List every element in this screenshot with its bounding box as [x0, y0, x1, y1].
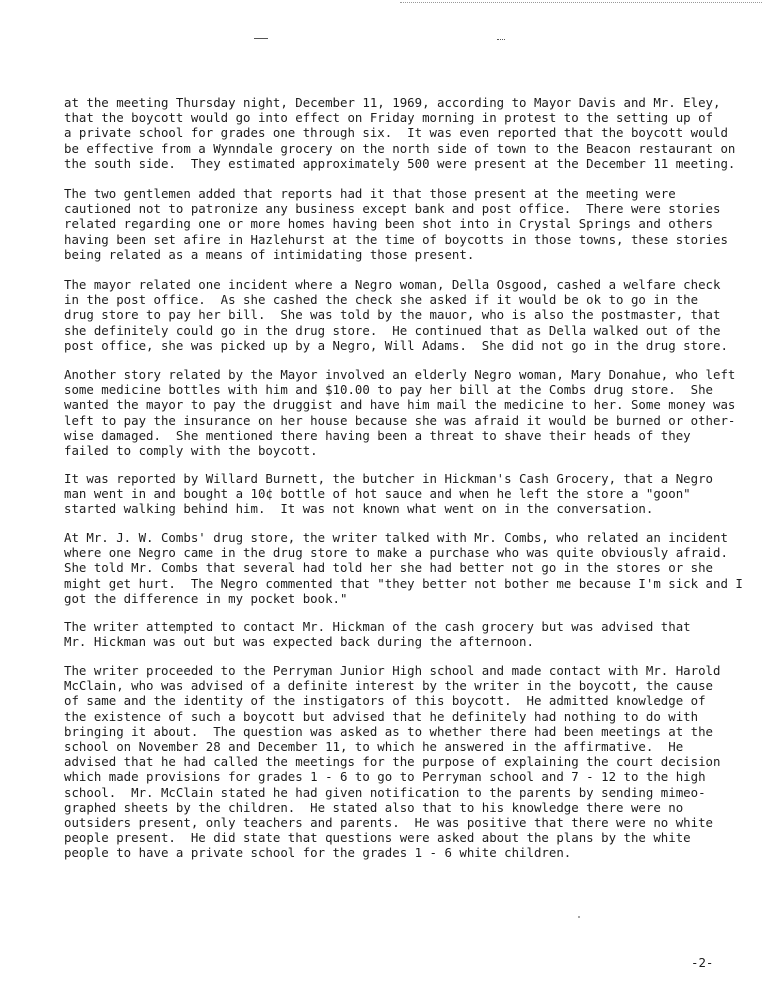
- stray-mark: [254, 38, 268, 39]
- paragraph-intimidation-stories: The two gentlemen added that reports had it that those present at the meeting were cautioned not to patronize any business except bank and post office. There were stories related regarding one or more homes having been shot into in Crystal Springs and others having been set afire in Hazlehurst at the time of boycotts in those towns, these stories being related as a means of intimidating those present.: [64, 186, 728, 262]
- paragraph-mary-donahue-story: Another story related by the Mayor involved an elderly Negro woman, Mary Donahue, who left some medicine bottles with him and $10.00 to pay her bill at the Combs drug store. She wanted the mayor to pay the druggist and have him mail the medicine to her. Some money was left to pay the insurance on her house because she was afraid it would be burned or other- wise damaged. She mentioned there having been a threat to shave their heads of they failed to comply with the boycott.: [64, 367, 736, 459]
- paragraph-combs-drug-store: At Mr. J. W. Combs' drug store, the writer talked with Mr. Combs, who related an incident where one Negro came in the drug store to make a purchase who was quite obviously afraid. She told Mr. Combs that several had told her she had better not go in the stores or she might get hurt. The Negro commented that "they better not bother me because I'm sick and I got the difference in my pocket book.": [64, 530, 743, 606]
- paragraph-mcclain-interview: The writer proceeded to the Perryman Junior High school and made contact with Mr. Harold McClain, who was advised of a definite interest by the writer in the boycott, the cause of same and the identity of the instigators of this boycott. He admitted knowledge of the existence of such a boycott but advised that he definitely had nothing to do with bringing it about. The question was asked as to whether there had been meetings at the school on November 28 and December 11, to which he answered in the affirmative. He advised that he had called the meetings for the purpose of explaining the court decision which made provisions for grades 1 - 6 to go to Perryman school and 7 - 12 to the high school. Mr. McClain stated he had given notification to the parents by sending mimeo- graphed sheets by the children. He stated also that to his knowledge there were no outsiders present, only teachers and parents. He was positive that there were no white people present. He did state that questions were asked about the plans by the white people to have a private school for the grades 1 - 6 white children.: [64, 663, 721, 861]
- page-number: -2-: [691, 955, 714, 970]
- paragraph-meeting-report: at the meeting Thursday night, December 11, 1969, according to Mayor Davis and Mr. Eley, that the boycott would go into effect on Friday morning in protest to the setting up of a private school for grades one through six. It was even reported that the boycott would be effective from a Wynndale grocery on the north side of town to the Beacon restaurant on the south side. They estimated approximately 500 were present at the December 11 meeting.: [64, 95, 736, 171]
- stray-speck: [578, 916, 580, 918]
- stray-mark: [497, 39, 505, 40]
- paragraph-hickman-contact: The writer attempted to contact Mr. Hickman of the cash grocery but was advised that Mr. Hickman was out but was expected back during the afternoon.: [64, 619, 691, 650]
- top-edge-rule: [400, 2, 762, 3]
- paragraph-hot-sauce-goon: It was reported by Willard Burnett, the butcher in Hickman's Cash Grocery, that a Negro man went in and bought a 10¢ bottle of hot sauce and when he left the store a "goon" started walking behind him. It was not known what went on in the conversation.: [64, 471, 714, 517]
- paragraph-della-osgood-incident: The mayor related one incident where a Negro woman, Della Osgood, cashed a welfare check in the post office. As she cashed the check she asked if it would be ok to go in the drug store to pay her bill. She was told by the mauor, who is also the postmaster, that she definitely could go in the drug store. He continued that as Della walked out of the post office, she was picked up by a Negro, Will Adams. She did not go in the drug store.: [64, 277, 728, 353]
